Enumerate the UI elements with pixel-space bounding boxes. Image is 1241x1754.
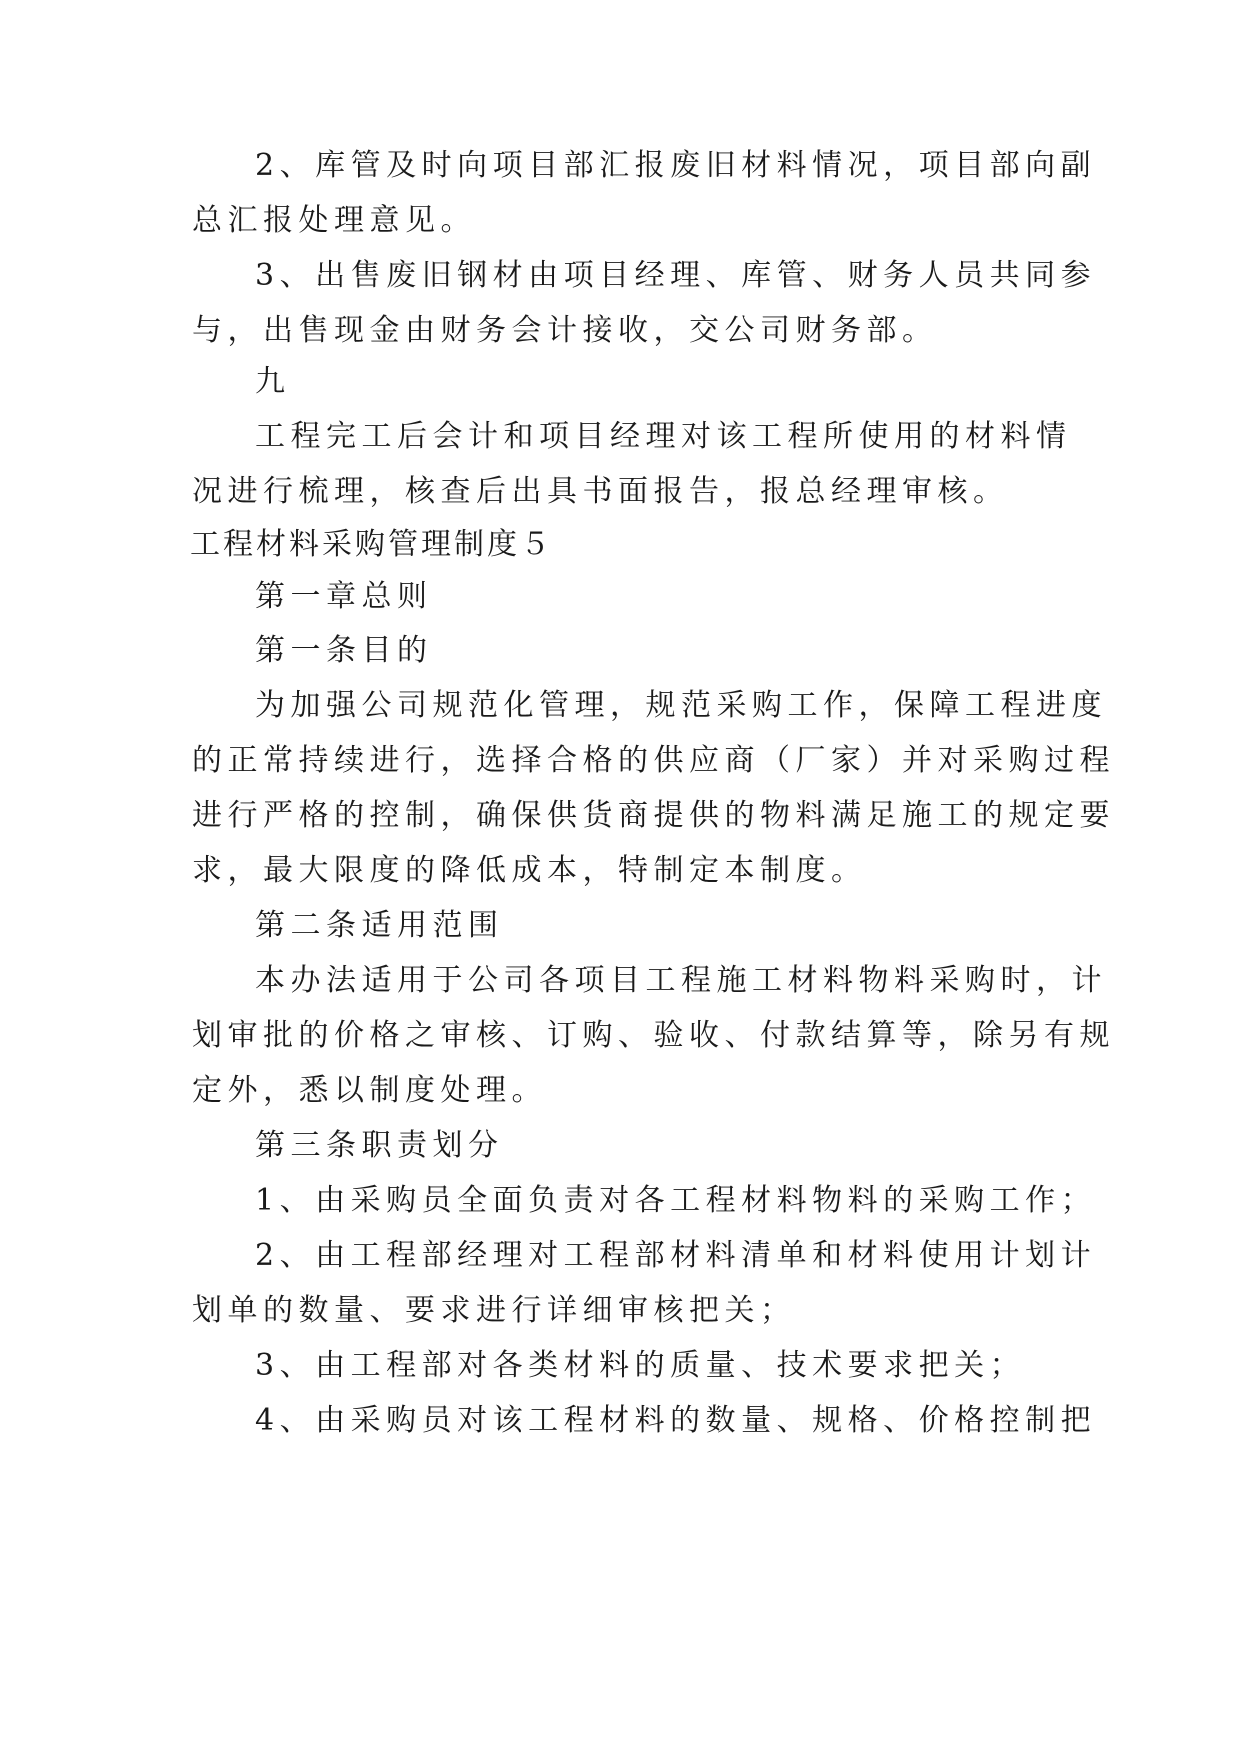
list-item: 2、由工程部经理对工程部材料清单和材料使用计划计 (255, 1238, 1097, 1273)
body-text-line: 划审批的价格之审核、订购、验收、付款结算等，除另有规 (192, 1018, 1115, 1053)
body-text-line: 进行严格的控制，确保供货商提供的物料满足施工的规定要 (192, 798, 1115, 833)
body-text-line: 总汇报处理意见。 (192, 203, 476, 238)
body-text-line: 2、库管及时向项目部汇报废旧材料情况，项目部向副 (255, 148, 1097, 183)
body-text-line: 3、出售废旧钢材由项目经理、库管、财务人员共同参 (255, 258, 1097, 293)
list-item: 4、由采购员对该工程材料的数量、规格、价格控制把 (255, 1403, 1097, 1438)
body-text-line: 定外，悉以制度处理。 (192, 1073, 547, 1108)
body-text-line: 况进行梳理，核查后出具书面报告，报总经理审核。 (192, 474, 1009, 509)
body-text-line: 的正常持续进行，选择合格的供应商（厂家）并对采购过程 (192, 743, 1115, 778)
section-heading: 九 (255, 364, 291, 399)
list-item: 3、由工程部对各类材料的质量、技术要求把关； (255, 1348, 1026, 1383)
body-text-line: 划单的数量、要求进行详细审核把关； (192, 1293, 796, 1328)
article-heading: 第二条适用范围 (255, 908, 504, 943)
document-title: 工程材料采购管理制度５ (190, 527, 553, 562)
list-item: 1、由采购员全面负责对各工程材料物料的采购工作； (255, 1183, 1097, 1218)
chapter-heading: 第一章总则 (255, 579, 433, 614)
body-text-line: 工程完工后会计和项目经理对该工程所使用的材料情 (255, 419, 1072, 454)
article-heading: 第三条职责划分 (255, 1128, 504, 1163)
article-heading: 第一条目的 (255, 633, 433, 668)
body-text-line: 与，出售现金由财务会计接收，交公司财务部。 (192, 313, 938, 348)
body-text-line: 本办法适用于公司各项目工程施工材料物料采购时，计 (255, 963, 1107, 998)
body-text-line: 求，最大限度的降低成本，特制定本制度。 (192, 853, 867, 888)
body-text-line: 为加强公司规范化管理，规范采购工作，保障工程进度 (255, 688, 1107, 723)
